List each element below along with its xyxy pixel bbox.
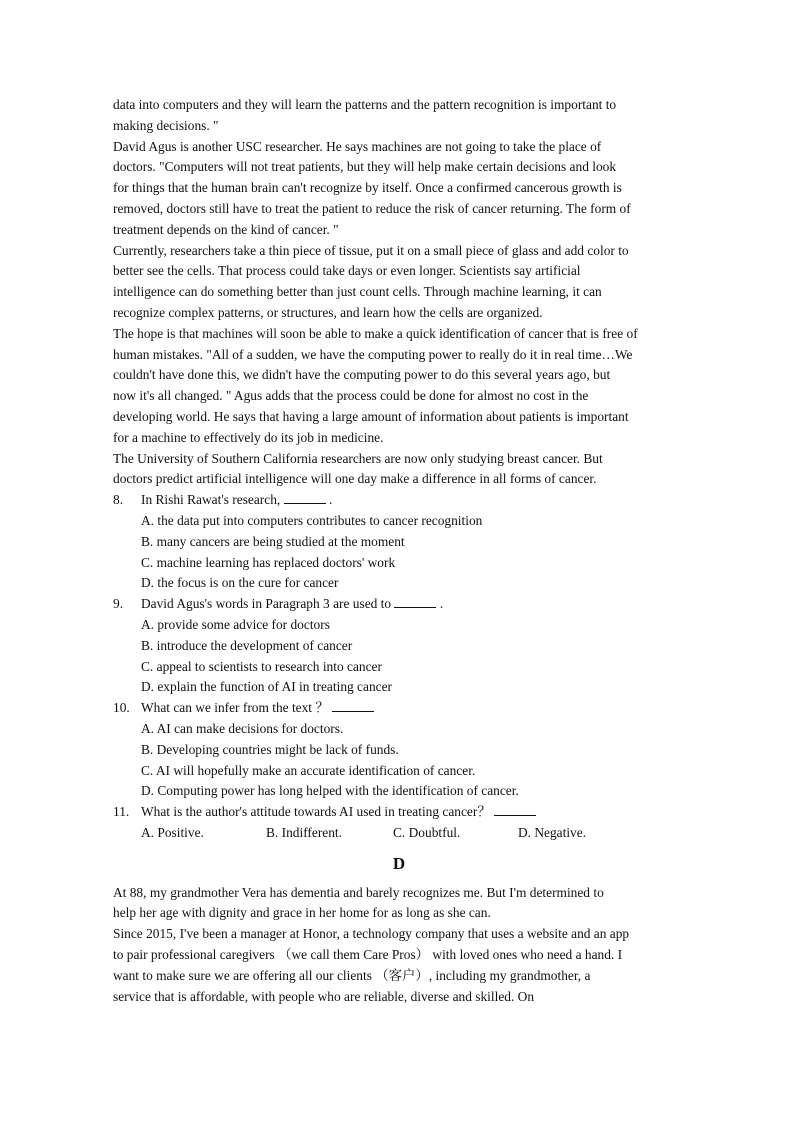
text-line: for a machine to effectively do its job in medicine. [113, 429, 384, 445]
answer-blank[interactable] [494, 803, 536, 816]
option-c[interactable]: C. appeal to scientists to research into cancer [141, 658, 382, 674]
text-line: better see the cells. That process could take days or even longer. Scientists say artificial [113, 263, 581, 279]
text-line: recognize complex patterns, or structures, and learn how the cells are organized. [113, 304, 543, 320]
text-line: removed, doctors still have to treat the patient to reduce the risk of cancer returning. The form of [113, 200, 631, 216]
text-line: want to make sure we are offering all our clients （客户）, including my grandmother, a [113, 967, 591, 983]
option-b[interactable]: B. introduce the development of cancer [141, 637, 353, 653]
text-line: doctors. "Computers will not treat patients, but they will help make certain decisions and look [113, 159, 617, 175]
option-a[interactable]: A. AI can make decisions for doctors. [141, 720, 344, 736]
question-text: What can we infer from the text ？ [141, 700, 329, 716]
question-10 [113, 698, 685, 802]
answer-blank[interactable] [284, 491, 326, 504]
question-number: 10. [113, 700, 130, 716]
text-line: Currently, researchers take a thin piece of tissue, put it on a small piece of glass and add color to [113, 242, 629, 258]
option-d[interactable]: D. Computing power has long helped with the identification of cancer. [141, 783, 519, 799]
question-number: 8. [113, 492, 124, 508]
text-line: service that is affordable, with people who are reliable, diverse and skilled. On [113, 988, 535, 1004]
option-row [113, 823, 685, 844]
option-a[interactable]: A. provide some advice for doctors [141, 616, 330, 632]
question-9 [113, 594, 685, 698]
question-stem [113, 490, 685, 511]
option-c[interactable]: C. AI will hopefully make an accurate identification of cancer. [141, 762, 476, 778]
text-line: human mistakes. "All of a sudden, we have the computing power to really do it in real time…We [113, 346, 633, 362]
section-heading: D [392, 853, 406, 873]
answer-blank[interactable] [394, 595, 436, 608]
document-page [113, 95, 685, 1007]
question-text: In Rishi Rawat's research, [141, 492, 281, 508]
text-line: The hope is that machines will soon be able to make a quick identification of cancer that is free of [113, 325, 638, 341]
text-line: help her age with dignity and grace in her home for as long as she can. [113, 905, 491, 921]
option-d[interactable]: D. Negative. [518, 824, 587, 840]
text-line: intelligence can do something better than just count cells. Through machine learning, it can [113, 284, 602, 300]
option-a[interactable]: A. Positive. [141, 824, 204, 840]
option-b[interactable]: B. Developing countries might be lack of funds. [141, 741, 399, 757]
text-line: David Agus is another USC researcher. He says machines are not going to take the place of [113, 138, 602, 154]
text-line: developing world. He says that having a large amount of information about patients is important [113, 408, 629, 424]
text-line: now it's all changed. " Agus adds that the process could be done for almost no cost in the [113, 388, 589, 404]
option-b[interactable]: B. many cancers are being studied at the moment [141, 533, 405, 549]
option-c[interactable]: C. Doubtful. [393, 824, 461, 840]
option-b[interactable]: B. Indifferent. [266, 824, 342, 840]
question-stem [113, 698, 685, 719]
question-stem [113, 802, 685, 823]
text-line: data into computers and they will learn the patterns and the pattern recognition is important to [113, 97, 617, 112]
question-text: David Agus's words in Paragraph 3 are used to [141, 596, 392, 612]
text-line: for things that the human brain can't recognize by itself. Once a confirmed cancerous growth is [113, 180, 622, 196]
answer-blank[interactable] [332, 699, 374, 712]
text-line: to pair professional caregivers （we call them Care Pros） with loved ones who need a hand. I [113, 947, 623, 963]
text-line: making decisions. " [113, 117, 219, 133]
question-number: 9. [113, 596, 124, 612]
passage-c [113, 95, 685, 490]
text-line: couldn't have done this, we didn't have the computing power to do this several years ago, but [113, 367, 611, 383]
question-11 [113, 802, 685, 844]
passage-d [113, 883, 685, 1008]
question-number: 11. [113, 804, 130, 820]
option-a[interactable]: A. the data put into computers contributes to cancer recognition [141, 512, 483, 528]
text-line: At 88, my grandmother Vera has dementia and barely recognizes me. But I'm determined to [113, 884, 604, 900]
question-text: What is the author's attitude towards AI used in treating cancer？ [141, 804, 491, 820]
question-stem [113, 594, 685, 615]
option-d[interactable]: D. explain the function of AI in treating cancer [141, 679, 392, 695]
text-line: Since 2015, I've been a manager at Honor, a technology company that uses a website and an app [113, 926, 630, 942]
option-d[interactable]: D. the focus is on the cure for cancer [141, 575, 339, 591]
text-line: treatment depends on the kind of cancer. " [113, 221, 339, 237]
question-tail: . [328, 492, 333, 508]
text-line: doctors predict artificial intelligence will one day make a difference in all forms of cancer. [113, 471, 597, 487]
option-c[interactable]: C. machine learning has replaced doctors' work [141, 554, 396, 570]
question-8 [113, 490, 685, 594]
text-line: The University of Southern California researchers are now only studying breast cancer. But [113, 450, 603, 466]
question-tail: . [439, 596, 444, 612]
